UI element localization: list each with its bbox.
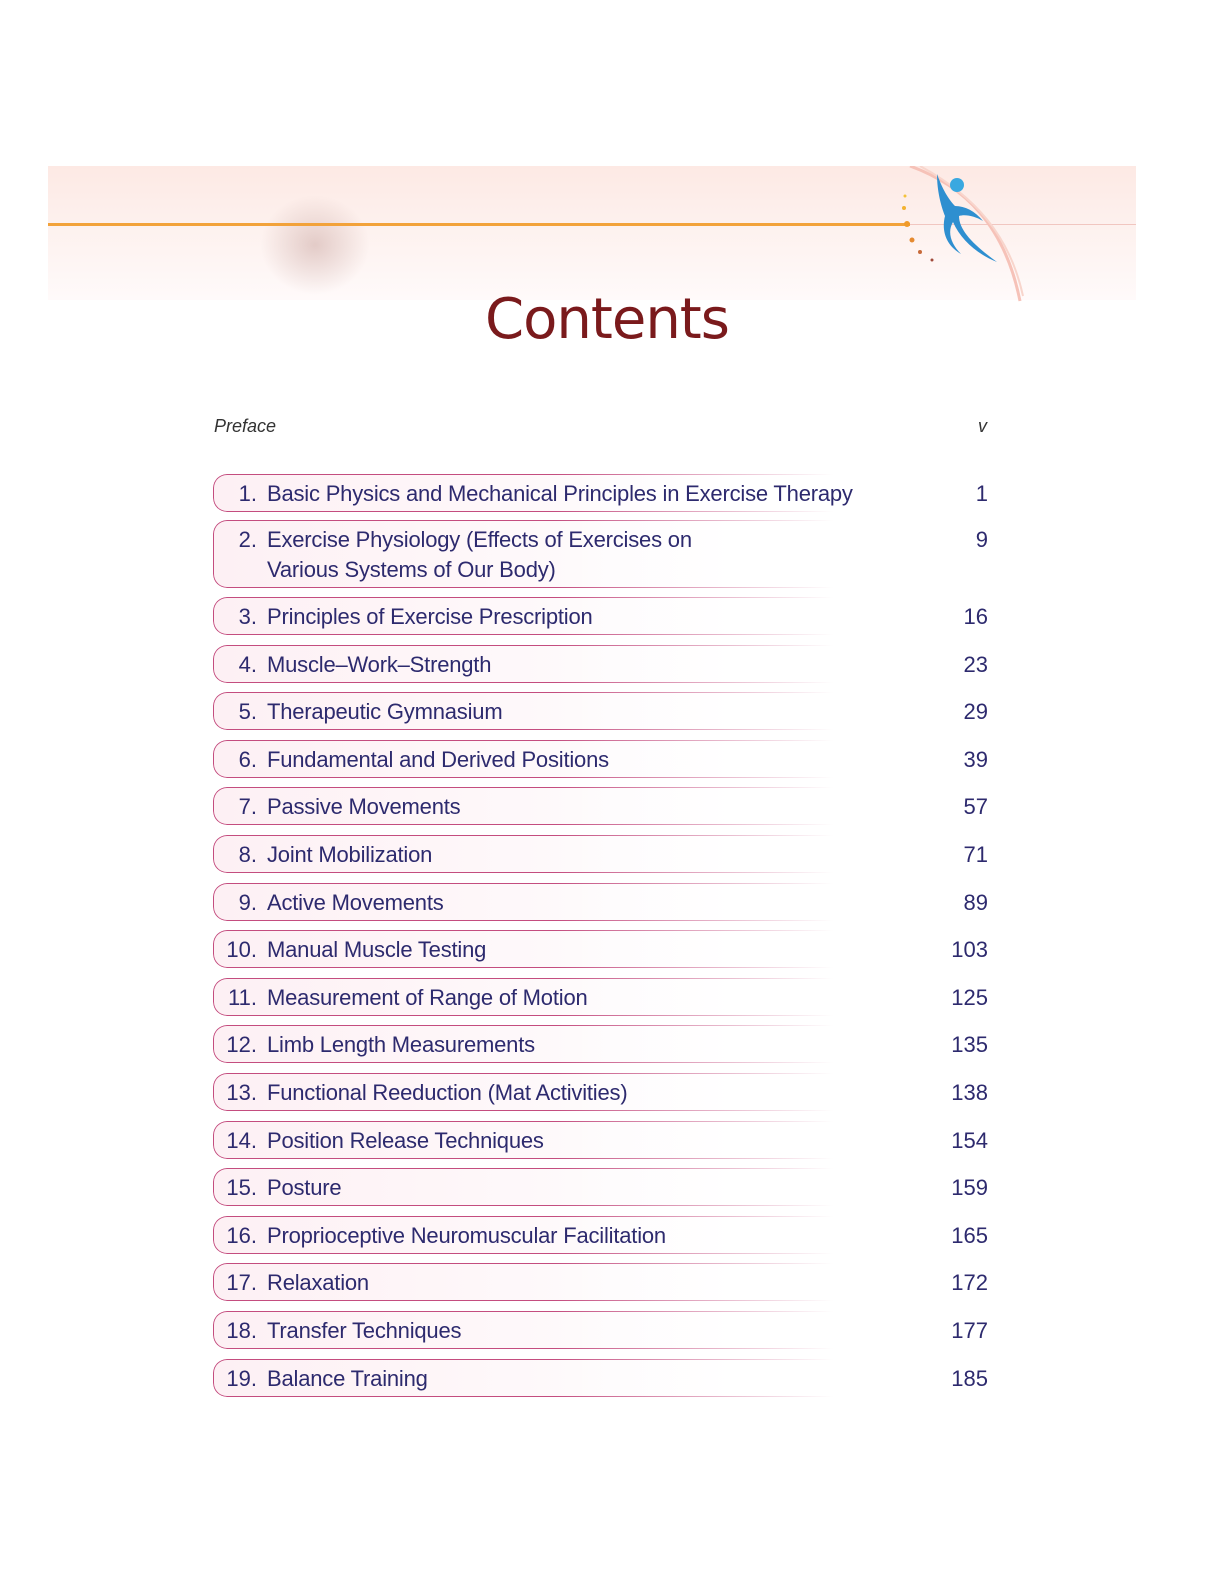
chapter-title[interactable] (267, 1173, 341, 1203)
page-number: 165 (951, 1222, 988, 1248)
chapter-title-line: Proprioceptive Neuromuscular Facilitation (267, 1222, 666, 1248)
chapter-number: 15. (226, 1175, 257, 1201)
toc-entry[interactable] (213, 520, 988, 588)
chapter-title-line: Fundamental and Derived Positions (267, 746, 609, 772)
chapter-number: 1. (238, 481, 257, 506)
page-number: 125 (951, 984, 988, 1010)
toc-entry[interactable] (213, 692, 988, 730)
toc-entry[interactable] (213, 1168, 988, 1206)
chapter-title[interactable] (267, 792, 460, 822)
chapter-title-line: Transfer Techniques (267, 1318, 462, 1343)
page-number: 135 (951, 1032, 988, 1058)
page-number: 39 (963, 746, 988, 772)
chapter-number: 3. (238, 604, 257, 629)
page-number: 159 (951, 1175, 988, 1201)
chapter-number: 19. (226, 1365, 257, 1391)
chapter-number: 18. (226, 1318, 257, 1343)
chapter-title[interactable] (267, 525, 692, 585)
chapter-title-line: Muscle–Work–Strength (267, 651, 492, 677)
toc-entry[interactable] (213, 1263, 988, 1301)
chapter-title-line: Manual Muscle Testing (267, 937, 487, 963)
page-number: 177 (951, 1318, 988, 1343)
chapter-number: 4. (238, 651, 257, 677)
chapter-number: 14. (226, 1127, 257, 1153)
page-number: 1 (975, 481, 988, 506)
chapter-number: 7. (238, 794, 257, 820)
toc-entry[interactable] (213, 835, 988, 873)
chapter-number: 17. (226, 1270, 257, 1296)
toc-entry[interactable] (213, 883, 988, 921)
chapter-title[interactable] (267, 935, 486, 965)
chapter-number: 12. (226, 1032, 257, 1058)
page-number: 9 (975, 527, 988, 552)
toc-entry[interactable] (213, 1025, 988, 1063)
page-number: 23 (963, 651, 988, 677)
toc-entry[interactable] (213, 597, 988, 635)
chapter-title-line: Therapeutic Gymnasium (267, 699, 503, 725)
page-number: 57 (963, 794, 988, 820)
page-number: 185 (951, 1365, 988, 1391)
chapter-number: 8. (238, 842, 257, 867)
chapter-number: 5. (238, 699, 257, 725)
chapter-title[interactable] (267, 650, 491, 680)
chapter-title[interactable] (267, 745, 609, 775)
page-number: 138 (951, 1080, 988, 1105)
chapter-number: 16. (226, 1222, 257, 1248)
chapter-number: 6. (238, 746, 257, 772)
page-title: Contents (485, 287, 729, 352)
chapter-title-line: Principles of Exercise Prescription (267, 604, 593, 629)
chapter-title[interactable] (267, 1221, 666, 1251)
page-number: 29 (963, 699, 988, 725)
chapter-title[interactable] (267, 479, 853, 509)
faded-background-image (260, 195, 370, 295)
page-number: 71 (963, 842, 988, 867)
toc-entry[interactable] (213, 645, 988, 683)
chapter-title-line: Relaxation (267, 1270, 369, 1296)
chapter-title-line: Various Systems of Our Body) (267, 557, 556, 582)
chapter-title[interactable] (267, 1316, 461, 1346)
running-figure-logo-icon (895, 166, 1035, 306)
chapter-title-line: Position Release Techniques (267, 1127, 544, 1153)
chapter-title[interactable] (267, 1078, 627, 1108)
toc-entry[interactable] (213, 1359, 988, 1397)
preface-page: v (978, 416, 987, 436)
chapter-title-line: Joint Mobilization (267, 842, 433, 867)
banner-orange-line (48, 223, 910, 226)
chapter-title[interactable] (267, 602, 593, 632)
chapter-number: 11. (228, 984, 257, 1010)
chapter-title[interactable] (267, 983, 588, 1013)
chapter-title-line: Limb Length Measurements (267, 1032, 535, 1058)
chapter-number: 2. (238, 527, 257, 552)
chapter-title[interactable] (267, 1126, 544, 1156)
page-number: 103 (951, 937, 988, 963)
chapter-title-line: Posture (267, 1175, 342, 1201)
toc-entry[interactable] (213, 930, 988, 968)
chapter-title[interactable] (267, 1268, 369, 1298)
preface-label[interactable]: Preface (214, 416, 277, 436)
page-number: 16 (963, 604, 988, 629)
page-number: 172 (951, 1270, 988, 1296)
chapter-title[interactable] (267, 1364, 428, 1394)
toc-entry[interactable] (213, 978, 988, 1016)
toc-entry[interactable] (213, 1073, 988, 1111)
chapter-title-line: Exercise Physiology (Effects of Exercises on (267, 527, 692, 552)
chapter-title[interactable] (267, 888, 444, 918)
chapter-title-line: Passive Movements (267, 794, 461, 820)
chapter-title[interactable] (267, 1030, 535, 1060)
toc-entry[interactable] (213, 787, 988, 825)
toc-entry[interactable] (213, 1216, 988, 1254)
toc-entry[interactable] (213, 474, 988, 512)
chapter-title-line: Active Movements (267, 889, 444, 915)
chapter-title[interactable] (267, 840, 432, 870)
chapter-number: 13. (226, 1080, 257, 1105)
chapter-title-line: Functional Reeduction (Mat Activities) (267, 1080, 628, 1105)
chapter-number: 10. (226, 937, 257, 963)
toc-entry[interactable] (213, 1311, 988, 1349)
chapter-title-line: Balance Training (267, 1365, 428, 1391)
page-number: 154 (951, 1127, 988, 1153)
page-number: 89 (963, 889, 988, 915)
toc-entry[interactable] (213, 1121, 988, 1159)
chapter-title[interactable] (267, 697, 502, 727)
chapter-number: 9. (238, 889, 257, 915)
toc-entry[interactable] (213, 740, 988, 778)
chapter-title-line: Basic Physics and Mechanical Principles in Exercise Therapy (267, 481, 853, 506)
chapter-title-line: Measurement of Range of Motion (267, 984, 588, 1010)
